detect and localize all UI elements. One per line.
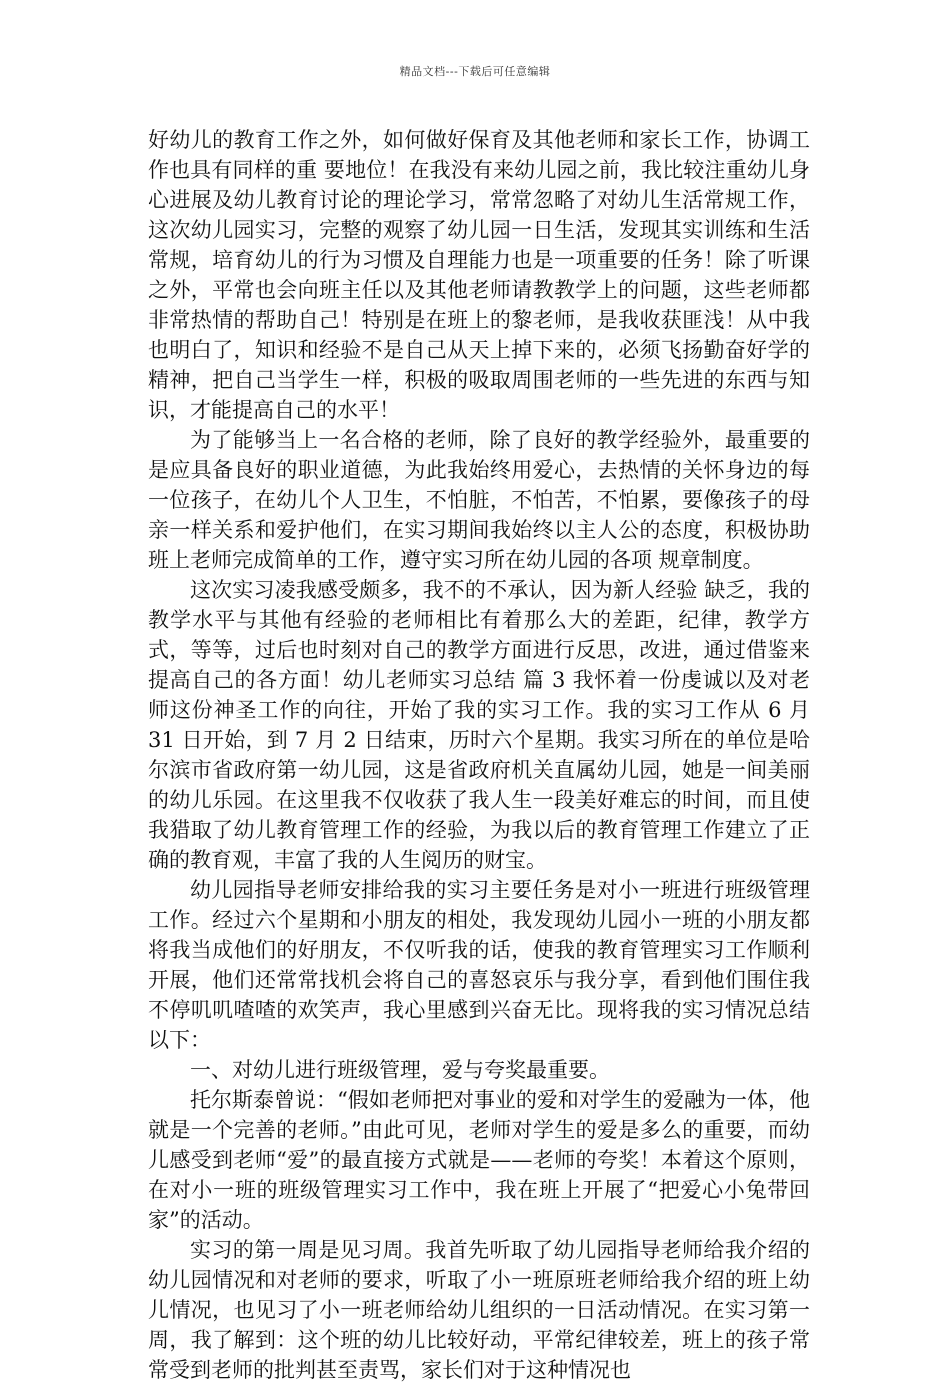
paragraph-4: 幼儿园指导老师安排给我的实习主要任务是对小一班进行班级管理工作。经过六个星期和小朋友的相处，我发现幼儿园小一班的小朋友都将我当成他们的好朋友，不仅听我的话，使我的教育管理实习工作顺利开展，他们还常常找机会将自己的喜怒哀乐与我分享，看到他们围住我不停叽叽喳喳的欢笑声，我心里感到兴奋无比。现将我的实习情况总结以下： [148, 878, 810, 1052]
paragraph-1: 好幼儿的教育工作之外，如何做好保育及其他老师和家长工作，协调工作也具有同样的重 要地位！在我没有来幼儿园之前，我比较注重幼儿身心进展及幼儿教育讨论的理论学习，常常忽略了对幼儿生活常规工作，这次幼儿园实习，完整的观察了幼儿园一日生活，发现其实训练和生活常规，培育幼儿的行为习惯及自理能力也是一项重要的任务！除了听课之外，平常也会向班主任以及其他老师请教教学上的问题，这些老师都非常热情的帮助自己！特别是在班上的黎老师，是我收获匪浅！从中我也明白了，知识和经验不是自己从天上掉下来的，必须飞扬勤奋好学的精神，把自己当学生一样，积极的吸取周围老师的一些先进的东西与知识，才能提高自己的水平！ [148, 128, 810, 422]
paragraph-6: 实习的第一周是见习周。我首先听取了幼儿园指导老师给我介绍的幼儿园情况和对老师的要求，听取了小一班原班老师给我介绍的班上幼儿情况，也见习了小一班老师给幼儿组织的一日活动情况。在实习第一周，我了解到：这个班的幼儿比较好动，平常纪律较差，班上的孩子常常受到老师的批判甚至责骂，家长们对于这种情况也 [148, 1238, 810, 1382]
paragraph-2: 为了能够当上一名合格的老师，除了良好的教学经验外，最重要的是应具备良好的职业道德，为此我始终用爱心，去热情的关怀身边的每一位孩子，在幼儿个人卫生，不怕脏，不怕苦，不怕累，要像孩子的母亲一样关系和爱护他们，在实习期间我始终以主人公的态度，积极协助班上老师完成简单的工作，遵守实习所在幼儿园的各项 规章制度。 [148, 428, 810, 572]
paragraph-5: 托尔斯泰曾说：“假如老师把对事业的爱和对学生的爱融为一体，他就是一个完善的老师。”由此可见，老师对学生的爱是多么的重要，而幼儿感受到老师“爱”的最直接方式就是——老师的夸奖！本着这个原则，在对小一班的班级管理实习工作中，我在班上开展了“把爱心小兔带回家”的活动。 [148, 1088, 810, 1232]
page-header: 精品文档---下载后可任意编辑 [399, 65, 551, 78]
section-heading-1: 一、对幼儿进行班级管理，爱与夸奖最重要。 [190, 1058, 610, 1082]
document-body [148, 125, 810, 1385]
paragraph-3: 这次实习凌我感受颇多，我不的不承认，因为新人经验 缺乏，我的教学水平与其他有经验的老师相比有着那么大的差距，纪律，教学方式，等等，过后也时刻对自己的教学方面进行反思，改进，通过借鉴来提高自己的各方面！幼儿老师实习总结 篇 3 我怀着一份虔诚以及对老师这份神圣工作的向往，开始了我的实习工作。我的实习工作从 6 月 31 日开始，到 7 月 2 日结束，历时六个星期。我实习所在的单位是哈尔滨市省政府第一幼儿园，这是省政府机关直属幼儿园，她是一间美丽的幼儿乐园。在这里我不仅收获了我人生一段美好难忘的时间，而且使我猎取了幼儿教育管理工作的经验，为我以后的教育管理工作建立了正确的教育观，丰富了我的人生阅历的财宝。 [148, 578, 810, 872]
